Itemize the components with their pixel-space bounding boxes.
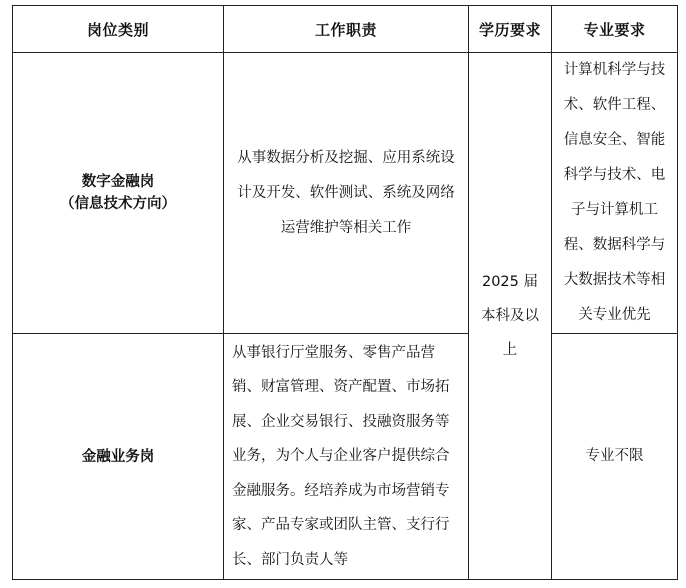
category-name: 金融业务岗	[81, 448, 155, 465]
header-major: 专业要求	[552, 6, 678, 53]
table-row-finance-business	[13, 334, 678, 580]
category-direction: （信息技术方向）	[60, 196, 176, 212]
major-cell	[552, 53, 678, 334]
education-line: 本科及以	[481, 308, 539, 324]
table-row-digital-finance	[13, 53, 678, 334]
category-cell	[13, 53, 224, 334]
duty-line: 家、产品专家或团队主管、支行行	[232, 517, 450, 534]
duty-line: 从事银行厅堂服务、零售产品营	[232, 344, 435, 361]
education-line: 上	[502, 342, 518, 358]
duty-line: 展、企业交易银行、投融资服务等	[232, 413, 450, 430]
major-line: 关专业优先	[578, 307, 651, 323]
header-education: 学历要求	[469, 6, 552, 53]
duty-line: 金融服务。经培养成为市场营销专	[232, 482, 450, 499]
duty-cell	[224, 53, 469, 334]
major-cell	[552, 334, 678, 580]
major-line: 专业不限	[585, 448, 644, 464]
duty-line: 运营维护等相关工作	[280, 219, 412, 236]
major-line: 信息安全、智能	[563, 132, 666, 148]
major-line: 程、数据科学与	[563, 237, 666, 253]
duty-line: 从事数据分析及挖掘、应用系统设	[237, 149, 455, 166]
duty-line: 计及开发、软件测试、系统及网络	[237, 184, 455, 201]
major-line: 计算机科学与技	[563, 62, 666, 78]
major-line: 大数据技术等相	[563, 272, 666, 288]
major-line: 术、软件工程、	[563, 97, 666, 113]
header-category: 岗位类别	[13, 6, 224, 53]
major-line: 科学与技术、电	[563, 167, 666, 183]
header-row	[13, 6, 678, 53]
major-line: 子与计算机工	[571, 202, 658, 218]
duty-line: 销、财富管理、资产配置、市场拓	[232, 379, 450, 396]
recruitment-table	[12, 5, 678, 580]
category-cell	[13, 334, 224, 580]
category-name: 数字金融岗	[81, 174, 155, 190]
header-duty: 工作职责	[224, 6, 469, 53]
duty-line: 业务，为个人与企业客户提供综合	[232, 448, 450, 465]
education-line: 2025 届	[481, 274, 538, 290]
education-cell	[469, 53, 552, 580]
duty-cell	[224, 334, 469, 580]
duty-line: 长、部门负责人等	[232, 551, 348, 568]
